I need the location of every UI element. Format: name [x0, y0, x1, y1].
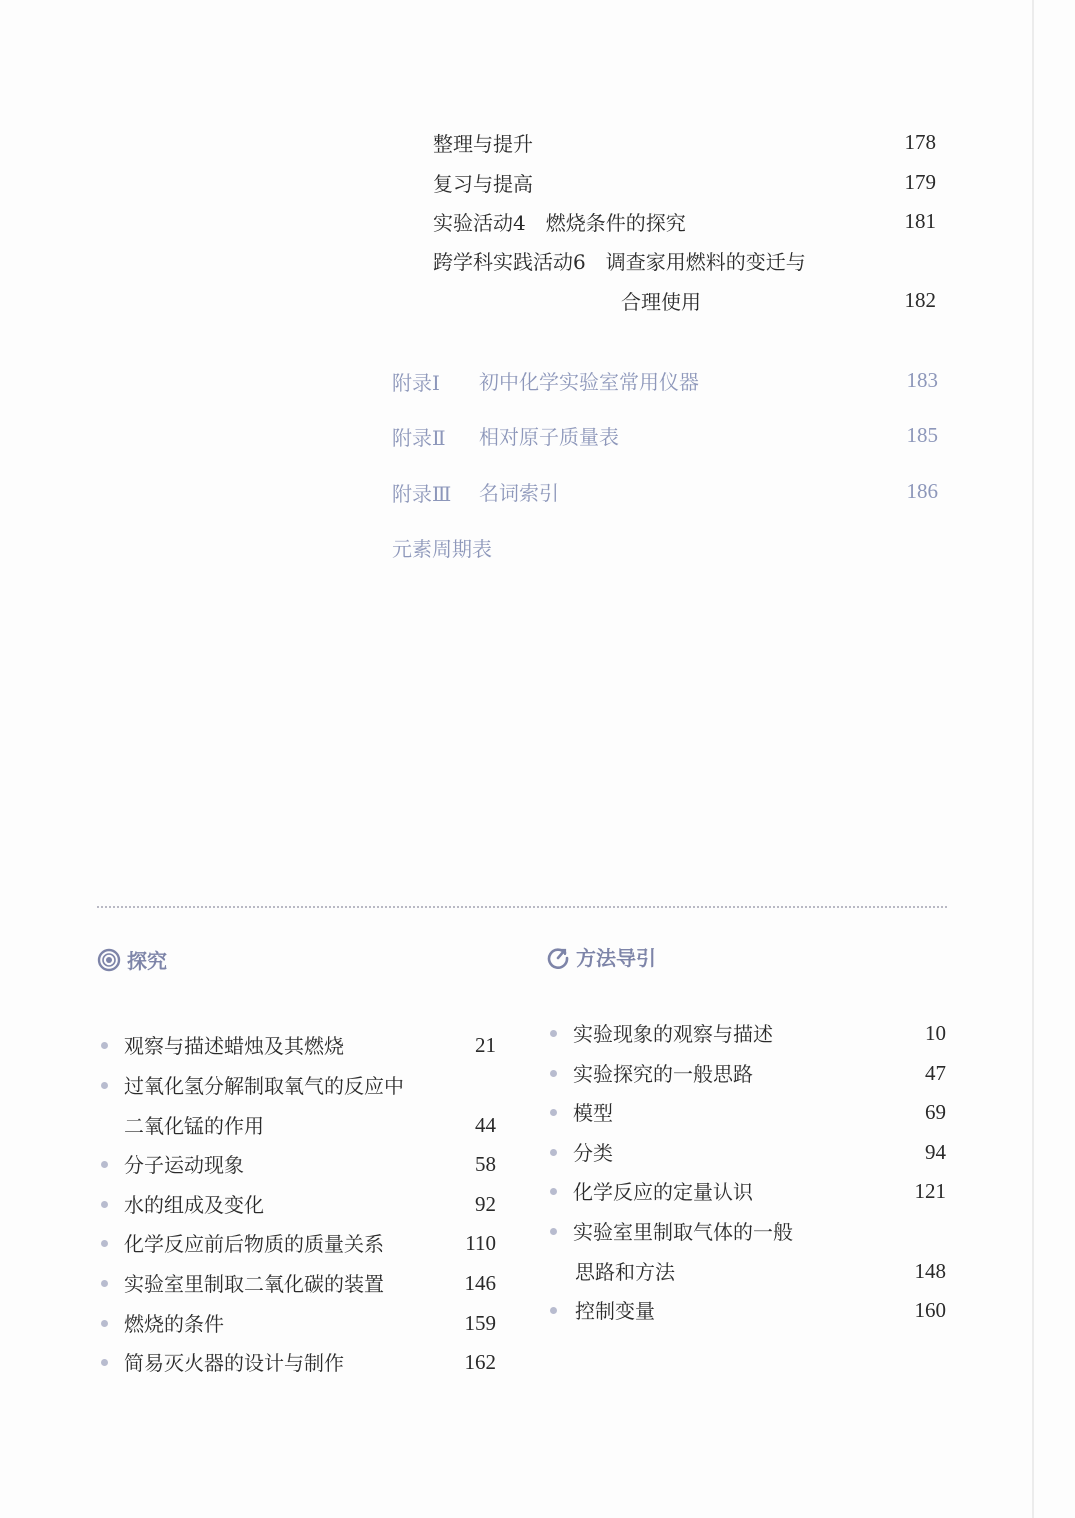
explore-item-title[interactable]: 分子运动现象 [124, 1153, 244, 1177]
bullet-icon [101, 1359, 108, 1366]
method-item-page: 121 [914, 1179, 946, 1203]
appendix-label[interactable]: 附录Ⅰ [392, 371, 440, 395]
method-heading [546, 942, 656, 971]
method-item-page: 160 [914, 1298, 946, 1322]
refresh-arrow-icon [546, 945, 570, 969]
bullet-icon [101, 1320, 108, 1327]
bullet-icon [550, 1109, 557, 1116]
explore-item-page: 110 [465, 1231, 496, 1255]
appendix-title[interactable]: 初中化学实验室常用仪器 [479, 370, 699, 394]
toc-entry-page: 181 [904, 209, 936, 233]
explore-item-title[interactable]: 过氧化氢分解制取氧气的反应中 [124, 1074, 404, 1098]
bullet-icon [101, 1161, 108, 1168]
appendix-label[interactable]: 附录Ⅲ [392, 482, 452, 506]
bullet-icon [550, 1070, 557, 1077]
method-item-page: 69 [925, 1100, 946, 1124]
bullet-icon [550, 1228, 557, 1235]
method-item-title[interactable]: 控制变量 [575, 1299, 655, 1323]
toc-entry-title[interactable]: 实验活动4 燃烧条件的探究 [433, 211, 686, 235]
appendix-label[interactable]: 附录Ⅱ [392, 426, 446, 450]
explore-item-title[interactable]: 化学反应前后物质的质量关系 [124, 1232, 384, 1256]
method-item-page: 10 [925, 1021, 946, 1045]
explore-heading [97, 945, 167, 974]
method-item-title-cont[interactable]: 思路和方法 [575, 1260, 675, 1284]
method-item-title[interactable]: 化学反应的定量认识 [573, 1180, 753, 1204]
appendix-title[interactable]: 相对原子质量表 [479, 425, 619, 449]
method-item-title[interactable]: 实验室里制取气体的一般 [573, 1220, 793, 1244]
appendix-page: 186 [906, 479, 938, 503]
periodic-table-link[interactable]: 元素周期表 [392, 537, 492, 561]
page-edge [1032, 0, 1034, 1518]
explore-item-page: 58 [475, 1152, 496, 1176]
explore-item-page: 44 [475, 1113, 496, 1137]
method-item-title[interactable]: 实验现象的观察与描述 [573, 1022, 773, 1046]
bullet-icon [550, 1307, 557, 1314]
method-title: 方法导引 [576, 946, 656, 970]
method-item-title[interactable]: 分类 [573, 1141, 613, 1165]
explore-item-page: 92 [475, 1192, 496, 1216]
method-item-title[interactable]: 实验探究的一般思路 [573, 1062, 753, 1086]
target-icon [97, 948, 121, 972]
explore-item-title[interactable]: 水的组成及变化 [124, 1193, 264, 1217]
appendix-page: 185 [906, 423, 938, 447]
bullet-icon [101, 1042, 108, 1049]
method-item-title[interactable]: 模型 [573, 1101, 613, 1125]
bullet-icon [101, 1082, 108, 1089]
explore-item-page: 146 [464, 1271, 496, 1295]
toc-entry-title[interactable]: 复习与提高 [433, 172, 533, 196]
bullet-icon [101, 1240, 108, 1247]
explore-item-title[interactable]: 实验室里制取二氧化碳的装置 [124, 1272, 384, 1296]
bullet-icon [550, 1149, 557, 1156]
toc-entry-title-cont[interactable]: 合理使用 [621, 290, 701, 314]
bullet-icon [101, 1201, 108, 1208]
explore-item-title-cont[interactable]: 二氧化锰的作用 [124, 1114, 264, 1138]
explore-item-page: 159 [464, 1311, 496, 1335]
method-item-page: 47 [925, 1061, 946, 1085]
appendix-page: 183 [906, 368, 938, 392]
method-item-page: 148 [914, 1259, 946, 1283]
toc-entry-page: 179 [904, 170, 936, 194]
toc-entry-title[interactable]: 跨学科实践活动6 调查家用燃料的变迁与 [433, 250, 806, 274]
toc-entry-page: 182 [904, 288, 936, 312]
method-item-page: 94 [925, 1140, 946, 1164]
bullet-icon [550, 1188, 557, 1195]
dotted-divider [97, 906, 947, 908]
explore-title: 探究 [127, 949, 167, 973]
explore-item-page: 21 [475, 1033, 496, 1057]
toc-entry-title[interactable]: 整理与提升 [433, 132, 533, 156]
bullet-icon [550, 1030, 557, 1037]
explore-item-title[interactable]: 简易灭火器的设计与制作 [124, 1351, 344, 1375]
appendix-title[interactable]: 名词索引 [479, 481, 559, 505]
bullet-icon [101, 1280, 108, 1287]
toc-entry-page: 178 [904, 130, 936, 154]
explore-item-title[interactable]: 观察与描述蜡烛及其燃烧 [124, 1034, 344, 1058]
explore-item-page: 162 [464, 1350, 496, 1374]
explore-item-title[interactable]: 燃烧的条件 [124, 1312, 224, 1336]
